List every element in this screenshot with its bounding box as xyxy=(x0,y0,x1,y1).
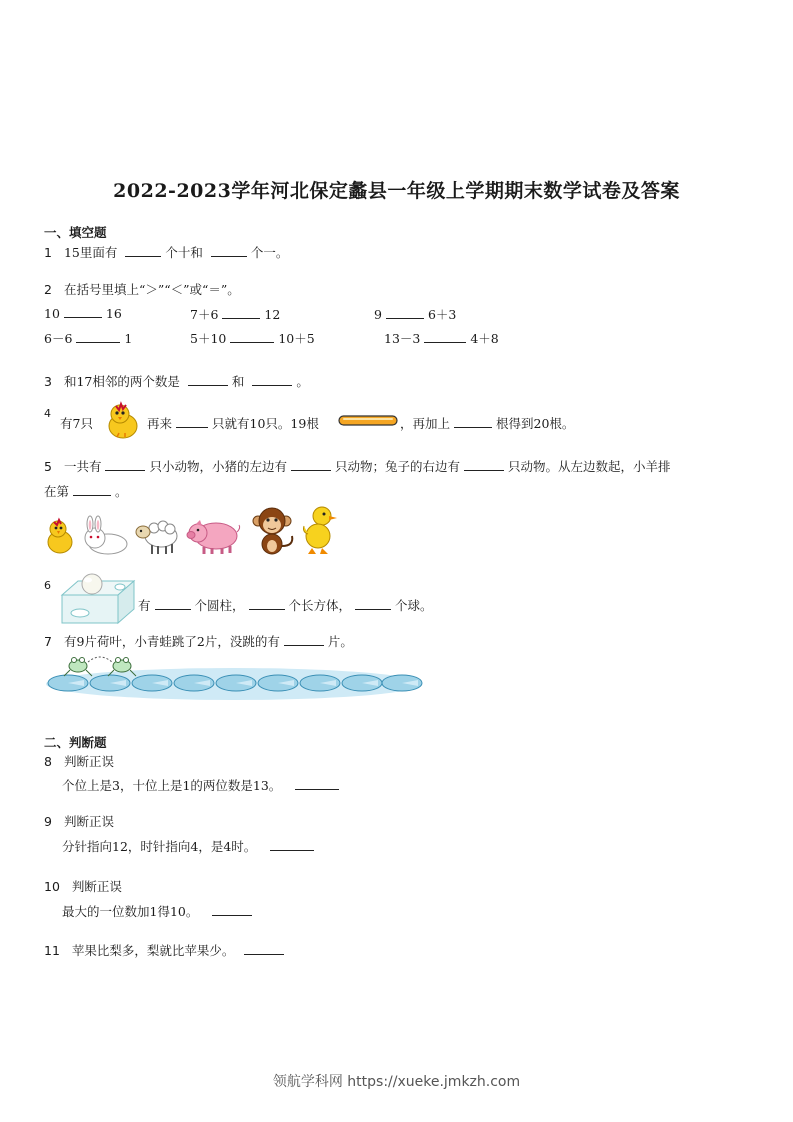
answer-blank[interactable] xyxy=(454,415,492,428)
answer-blank[interactable] xyxy=(230,330,274,343)
question-11: 11 苹果比梨多，梨就比苹果少。 xyxy=(44,941,288,959)
question-text: 。 xyxy=(296,374,309,389)
compare-item: 13－3 4＋8 xyxy=(384,331,499,346)
footer-watermark: 领航学科网 https://xueke.jmkzh.com xyxy=(272,1074,521,1090)
question-number: 9 xyxy=(44,814,52,829)
answer-blank[interactable] xyxy=(291,458,331,471)
question-number: 4 xyxy=(44,407,51,420)
answer-blank[interactable] xyxy=(64,305,102,318)
rabbit-icon xyxy=(78,516,130,556)
question-1 xyxy=(44,243,288,261)
section-heading-true-false: 二、判断题 xyxy=(44,735,107,750)
question-number: 2 xyxy=(44,282,52,297)
question-text: 在括号里填上“＞”“＜”或“＝”。 xyxy=(63,282,240,297)
chick-icon xyxy=(103,402,141,440)
monkey-icon xyxy=(250,506,296,556)
question-text: 有7只 xyxy=(60,416,93,431)
answer-blank[interactable] xyxy=(386,306,424,319)
question-text: 15里面有 xyxy=(63,245,118,260)
question-5: 5 一共有 只小动物，小猪的左边有 只动物；兔子的右边有 只动物。从左边数起，小羊排 xyxy=(44,459,671,474)
answer-blank[interactable] xyxy=(155,597,191,610)
question-number: 8 xyxy=(44,754,52,769)
answer-blank[interactable] xyxy=(355,597,391,610)
answer-blank[interactable] xyxy=(295,777,339,790)
compare-item: 9 6＋3 xyxy=(374,307,457,322)
question-5-cont: 在第 。 xyxy=(44,484,128,499)
question-number: 6 xyxy=(44,579,51,592)
answer-blank[interactable] xyxy=(76,330,120,343)
question-4-text-end: ，再加上 根得到20根。 xyxy=(400,416,575,431)
answer-blank[interactable] xyxy=(105,458,145,471)
pig-icon xyxy=(186,516,242,556)
answer-blank[interactable] xyxy=(212,903,252,916)
question-7: 7 有9片荷叶，小青蛙跳了2片，没跳的有 片。 xyxy=(44,634,353,649)
answer-blank[interactable] xyxy=(188,373,228,386)
duck-icon xyxy=(302,504,338,556)
compare-item: 10 16 xyxy=(44,306,122,321)
compare-item: 6－6 1 xyxy=(44,331,133,346)
question-text: 个十和 xyxy=(165,245,203,260)
question-number: 7 xyxy=(44,634,52,649)
sheep-icon xyxy=(134,514,180,556)
question-9: 9 判断正误 xyxy=(44,814,114,829)
question-number: 11 xyxy=(44,943,60,958)
shapes-picture xyxy=(58,573,138,627)
question-10-statement: 最大的一位数加1得10。 xyxy=(62,902,256,920)
section-heading-fill-blank: 一、填空题 xyxy=(44,225,107,240)
answer-blank[interactable] xyxy=(252,373,292,386)
question-10: 10 判断正误 xyxy=(44,879,122,894)
answer-blank[interactable] xyxy=(244,942,284,955)
compare-item: 5＋10 10＋5 xyxy=(190,331,315,346)
answer-blank[interactable] xyxy=(176,415,208,428)
question-number: 3 xyxy=(44,374,52,389)
answer-blank[interactable] xyxy=(211,244,247,257)
question-8-statement: 个位上是3，十位上是1的两位数是13。 xyxy=(62,776,343,794)
answer-blank[interactable] xyxy=(249,597,285,610)
question-number: 1 xyxy=(44,245,52,260)
answer-blank[interactable] xyxy=(284,633,324,646)
page-title: 2022-2023学年河北保定蠡县一年级上学期期末数学试卷及答案 xyxy=(113,180,680,202)
answer-blank[interactable] xyxy=(424,330,466,343)
answer-blank[interactable] xyxy=(222,306,260,319)
question-9-statement: 分针指向12，时针指向4，是4时。 xyxy=(62,837,318,855)
question-text: 和17相邻的两个数是 xyxy=(63,374,180,389)
answer-blank[interactable] xyxy=(125,244,161,257)
question-number: 10 xyxy=(44,879,60,894)
question-3 xyxy=(44,372,309,390)
chick-icon xyxy=(44,516,74,556)
answer-blank[interactable] xyxy=(73,483,111,496)
question-6-text: 有 个圆柱， 个长方体， 个球。 xyxy=(138,598,433,613)
answer-blank[interactable] xyxy=(270,838,314,851)
question-2 xyxy=(44,280,240,298)
lotus-leaves-picture xyxy=(44,652,424,702)
answer-blank[interactable] xyxy=(464,458,504,471)
question-8: 8 判断正误 xyxy=(44,754,114,769)
question-4-text: 再来 只就有10只。19根 xyxy=(147,416,319,431)
question-number: 5 xyxy=(44,459,52,474)
question-text: 个一。 xyxy=(250,245,289,260)
stick-icon xyxy=(338,414,400,428)
compare-item: 7＋6 12 xyxy=(190,307,281,322)
question-text: 和 xyxy=(231,374,245,389)
